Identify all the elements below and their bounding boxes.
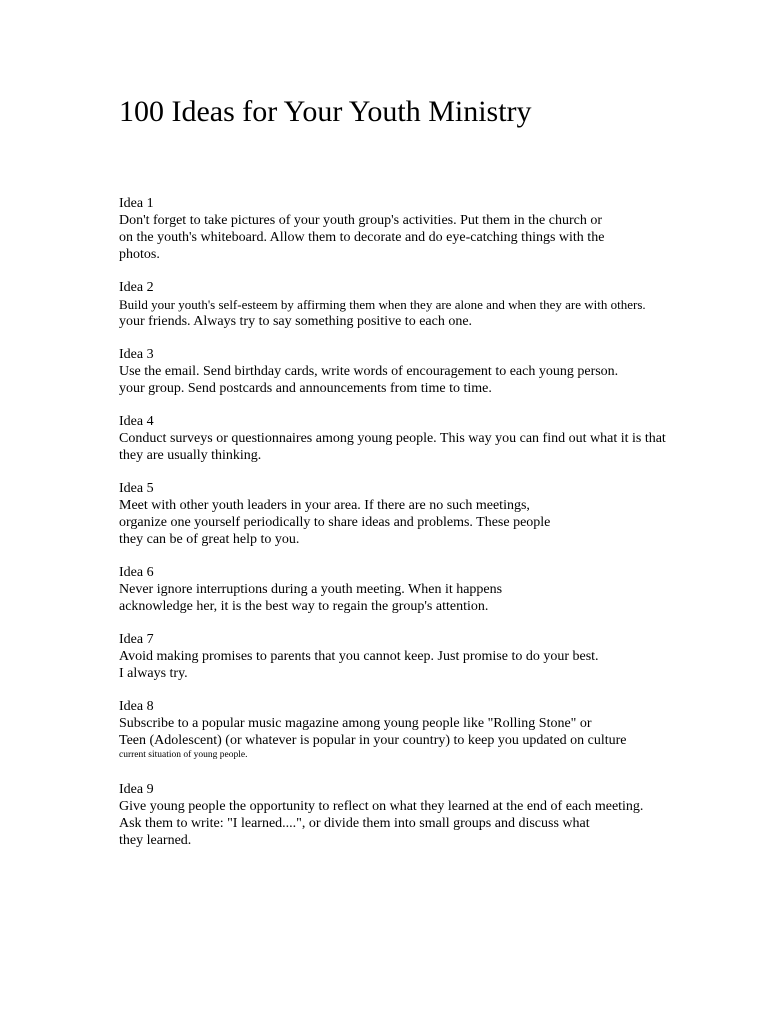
idea-9 xyxy=(119,781,719,849)
idea-label: Idea 9 xyxy=(119,782,154,797)
idea-label: Idea 1 xyxy=(119,196,154,211)
idea-text-line: Never ignore interruptions during a youth meeting. When it happens xyxy=(119,582,503,597)
idea-text-line: Teen (Adolescent) (or whatever is popular in your country) to keep you updated on culture xyxy=(119,733,627,748)
idea-text-line: organize one yourself periodically to share ideas and problems. These people xyxy=(119,515,551,530)
idea-label: Idea 3 xyxy=(119,347,154,362)
idea-text-line: I always try. xyxy=(119,666,188,681)
idea-text-line: Avoid making promises to parents that you cannot keep. Just promise to do your best. xyxy=(119,649,599,664)
idea-text-line: Give young people the opportunity to reflect on what they learned at the end of each meeting. xyxy=(119,799,644,814)
idea-7 xyxy=(119,631,719,682)
idea-text-line: Ask them to write: "I learned....", or divide them into small groups and discuss what xyxy=(119,816,590,831)
page-title: 100 Ideas for Your Youth Ministry xyxy=(119,95,532,128)
idea-text-line: Subscribe to a popular music magazine among young people like "Rolling Stone" or xyxy=(119,716,592,731)
idea-text-line: Use the email. Send birthday cards, write words of encouragement to each young person. xyxy=(119,364,619,379)
idea-text-line: on the youth's whiteboard. Allow them to decorate and do eye-catching things with the xyxy=(119,230,605,245)
idea-label: Idea 7 xyxy=(119,632,154,647)
idea-5 xyxy=(119,480,719,548)
idea-text-line: your friends. Always try to say something positive to each one. xyxy=(119,314,473,329)
idea-text-line: they can be of great help to you. xyxy=(119,532,300,547)
idea-text-line: current situation of young people. xyxy=(119,750,248,760)
idea-text-line: your group. Send postcards and announcements from time to time. xyxy=(119,381,492,396)
idea-text-line: Build your youth's self-esteem by affirming them when they are alone and when they are with others. xyxy=(119,297,646,312)
idea-label: Idea 8 xyxy=(119,699,154,714)
idea-6 xyxy=(119,564,719,615)
idea-text-line: Conduct surveys or questionnaires among young people. This way you can find out what it is that xyxy=(119,431,666,446)
idea-2 xyxy=(119,279,719,330)
idea-8 xyxy=(119,698,719,762)
idea-label: Idea 5 xyxy=(119,481,154,496)
idea-text-line: acknowledge her, it is the best way to regain the group's attention. xyxy=(119,599,489,614)
idea-text-line: Don't forget to take pictures of your youth group's activities. Put them in the church or xyxy=(119,213,603,228)
idea-text-line: they learned. xyxy=(119,833,192,848)
idea-3 xyxy=(119,346,719,397)
idea-text-line: Meet with other youth leaders in your area. If there are no such meetings, xyxy=(119,498,530,513)
idea-label: Idea 4 xyxy=(119,414,154,429)
idea-4 xyxy=(119,413,719,464)
idea-label: Idea 6 xyxy=(119,565,154,580)
idea-text-line: they are usually thinking. xyxy=(119,448,262,463)
idea-label: Idea 2 xyxy=(119,280,154,295)
idea-1 xyxy=(119,195,719,263)
idea-text-line: photos. xyxy=(119,247,160,262)
